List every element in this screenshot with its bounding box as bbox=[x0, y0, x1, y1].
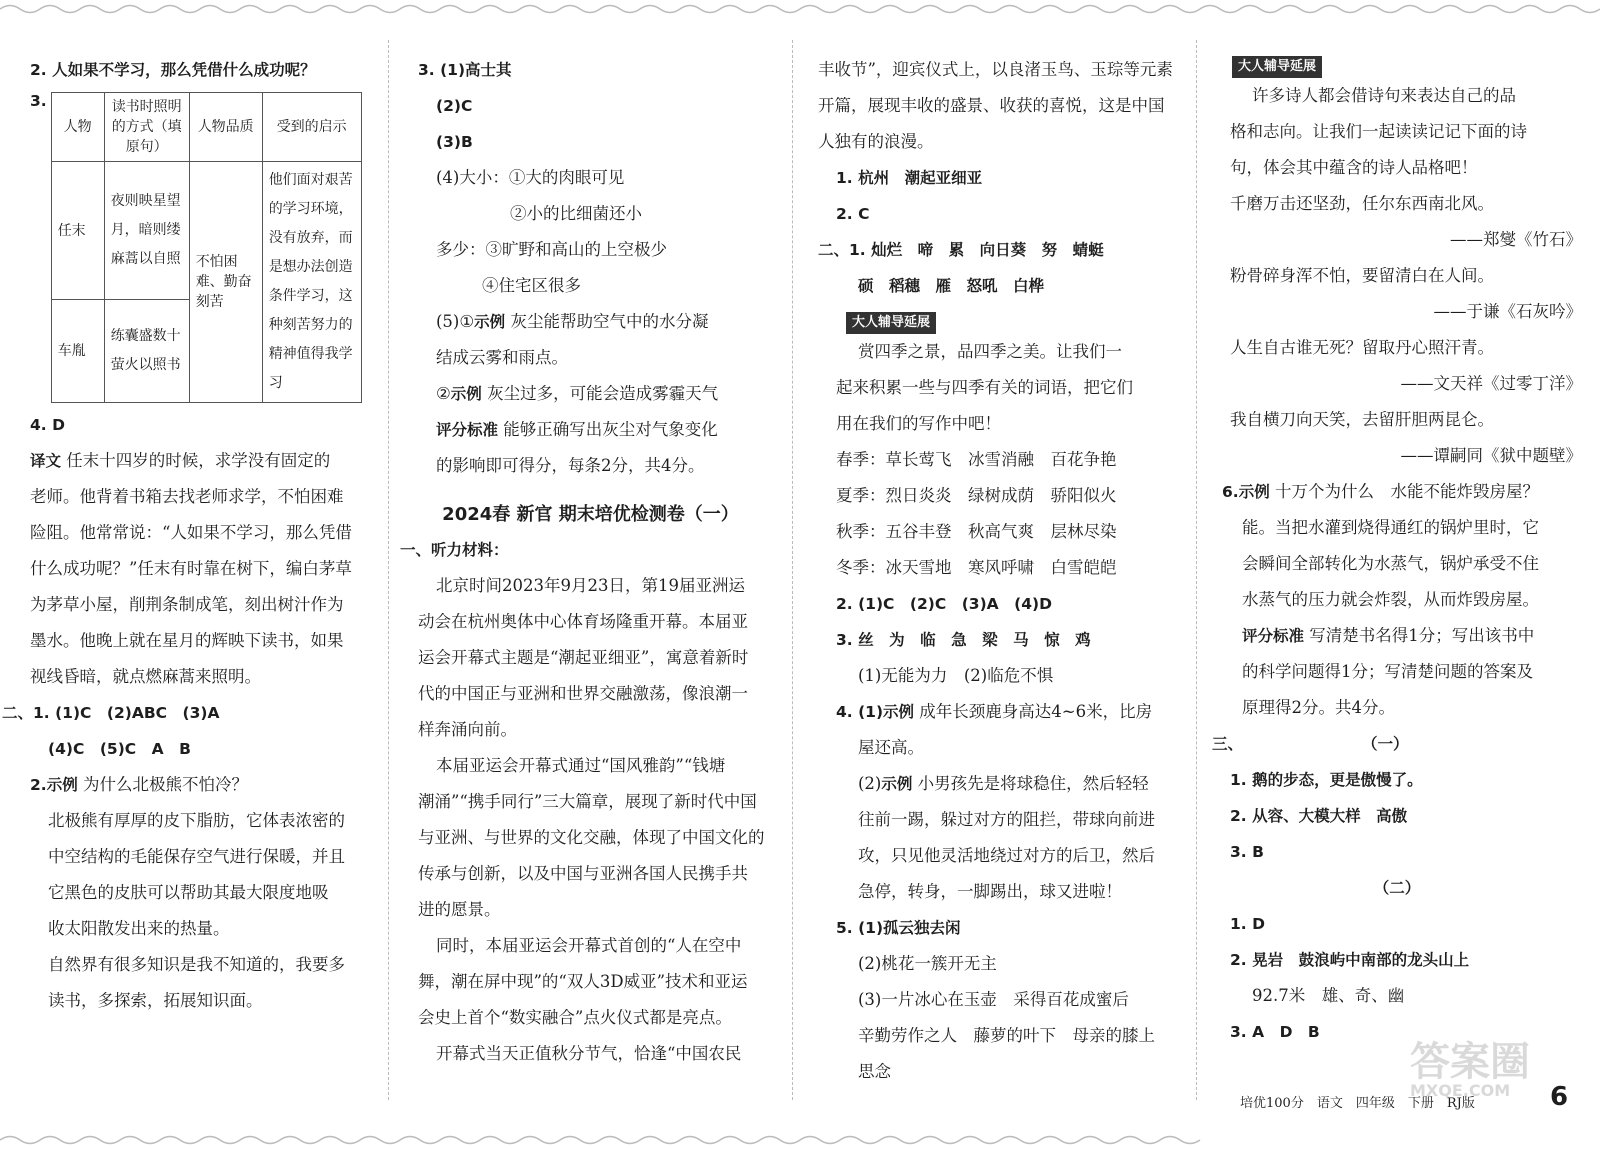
question-3: 3. 丝 为 临 急 梁 马 惊 鸡 bbox=[836, 631, 1091, 649]
listening-line: 开幕式当天正值秋分节气，恰逢“中国农民 bbox=[436, 1044, 742, 1063]
answer-line: 中空结构的毛能保存空气进行保暖，并且 bbox=[48, 847, 345, 866]
bottom-wave-border bbox=[0, 1131, 1600, 1149]
table-cell-method: 夜则映星望月，暗则缕麻蒿以自照 bbox=[104, 162, 189, 300]
season-words: 秋季：五谷丰登 秋高气爽 层林尽染 bbox=[836, 522, 1117, 541]
table-header: 人物品质 bbox=[189, 93, 262, 162]
listening-line: 运会开幕式主题是“潮起亚细亚”，寓意着新时 bbox=[418, 648, 749, 667]
page-number: 6 bbox=[1550, 1082, 1569, 1112]
question-4-cont: 屋还高。 bbox=[858, 738, 924, 757]
poem-source: ——谭嗣同《狱中题壁》 bbox=[1400, 446, 1582, 465]
extension-intro: 用在我们的写作中吧！ bbox=[836, 414, 1001, 433]
question-3-3: (3)B bbox=[436, 133, 473, 151]
season-words: 冬季：冰天雪地 寒风呼啸 白雪皑皑 bbox=[836, 558, 1117, 577]
question-5-cont: (3)一片冰心在玉壶 采得百花成蜜后 bbox=[858, 990, 1129, 1009]
extension-intro: 起来积累一些与四季有关的词语，把它们 bbox=[836, 378, 1133, 397]
question-3-2: (2)C bbox=[436, 97, 473, 115]
table-cell-lesson: 他们面对艰苦的学习环境，没有放弃，而是想办法创造条件学习，这种刻苦努力的精神值得我学习 bbox=[262, 162, 361, 403]
question-4: 4. (1)示例 成年长颈鹿身高达4~6米，比房 bbox=[836, 702, 1153, 721]
listening-line: 北京时间2023年9月23日，第19届亚洲运 bbox=[436, 576, 745, 595]
question-3-number: 3. bbox=[30, 92, 47, 110]
extension-intro: 赏四季之景，品四季之美。让我们一 bbox=[858, 342, 1122, 361]
part-1-question-2: 2. 从容、大模大样 高傲 bbox=[1230, 807, 1408, 825]
listening-cont-line: 人独有的浪漫。 bbox=[818, 132, 934, 151]
poem-line: 粉骨碎身浑不怕，要留清白在人间。 bbox=[1230, 266, 1494, 285]
part-1-question-1: 1. 鹅的步态，更是傲慢了。 bbox=[1230, 771, 1423, 789]
listening-line: 会史上首个“数实融合”点火仪式都是亮点。 bbox=[418, 1008, 732, 1027]
listening-line: 舞，潮在屏中现”的“双人3D威亚”技术和亚运 bbox=[418, 972, 748, 991]
column-3 bbox=[818, 52, 1183, 1090]
question-2: 2. C bbox=[836, 205, 870, 223]
question-3-5b: ②示例 灰尘过多，可能会造成雾霾天气 bbox=[436, 384, 719, 403]
part-2-question-1: 1. D bbox=[1230, 915, 1265, 933]
question-5-cont: (2)桃花一簇开无主 bbox=[858, 954, 997, 973]
translation-line: 墨水。他晚上就在星月的辉映下读书，如果 bbox=[30, 631, 344, 650]
column-divider bbox=[388, 40, 389, 1100]
extension-intro: 许多诗人都会借诗句来表达自己的品 bbox=[1252, 86, 1516, 105]
listening-line: 动会在杭州奥体中心体育场隆重开幕。本届亚 bbox=[418, 612, 748, 631]
question-4-2: (2)示例 小男孩先是将球稳住，然后轻轻 bbox=[858, 774, 1149, 793]
listening-line: 进的愿景。 bbox=[418, 900, 501, 919]
section-2-question-1-cont: 硕 稻穗 雁 怒吼 白桦 bbox=[858, 277, 1045, 295]
translation-line: 译文 任末十四岁的时候，求学没有固定的 bbox=[30, 451, 331, 470]
table-cell-person: 任末 bbox=[51, 162, 104, 300]
page-footer: 培优100分 语文 四年级 下册 RJ版 bbox=[1240, 1096, 1475, 1111]
question-6-cont: 能。当把水灌到烧得通红的锅炉里时，它 bbox=[1242, 518, 1539, 537]
watermark-logo: 答案圈 MXQE.COM bbox=[1410, 1039, 1530, 1100]
section-3-heading: 三、 （一） bbox=[1212, 726, 1582, 762]
translation-line: 老师。他背着书箱去找老师求学，不怕困难 bbox=[30, 487, 344, 506]
question-3-cont: (1)无能为力 (2)临危不惧 bbox=[858, 666, 1054, 685]
listening-line: 样奔涌向前。 bbox=[418, 720, 517, 739]
listening-cont-line: 开篇，展现丰收的盛景、收获的喜悦，这是中国 bbox=[818, 96, 1165, 115]
extension-intro: 句，体会其中蕴含的诗人品格吧！ bbox=[1230, 158, 1478, 177]
part-2-heading: （二） bbox=[1373, 879, 1421, 897]
table-header: 受到的启示 bbox=[262, 93, 361, 162]
part-2-question-3: 3. A D B bbox=[1230, 1023, 1320, 1041]
part-2-question-2: 2. 晃岩 鼓浪屿中南部的龙头山上 bbox=[1230, 951, 1470, 969]
answer-line: 北极熊有厚厚的皮下脂肪，它体表浓密的 bbox=[48, 811, 345, 830]
question-2: 2. 人如果不学习，那么凭借什么成功呢？ bbox=[30, 61, 316, 79]
answer-table bbox=[51, 92, 362, 403]
listening-line: 本届亚运会开幕式通过“国风雅韵”“钱塘 bbox=[436, 756, 726, 775]
translation-line: 视线昏暗，就点燃麻蒿来照明。 bbox=[30, 667, 261, 686]
table-cell-quality: 不怕困难、勤奋刻苦 bbox=[189, 162, 262, 403]
score-standard: 评分标准 写清楚书名得1分；写出该书中 bbox=[1242, 626, 1535, 645]
poem-line: 千磨万击还坚劲，任尔东西南北风。 bbox=[1230, 194, 1494, 213]
question-5-cont: 思念 bbox=[858, 1062, 891, 1081]
score-standard-cont: 的影响即可得分，每条2分，共4分。 bbox=[436, 456, 705, 475]
answer-line: 读书，多探索，拓展知识面。 bbox=[48, 991, 263, 1010]
translation-line: 为茅草小屋，削荆条制成笔，刻出树汁作为 bbox=[30, 595, 344, 614]
poem-line: 人生自古谁无死？留取丹心照汗青。 bbox=[1230, 338, 1494, 357]
season-words: 夏季：烈日炎炎 绿树成荫 骄阳似火 bbox=[836, 486, 1117, 505]
translation-line: 险阻。他常常说：“人如果不学习，那么凭借 bbox=[30, 523, 352, 542]
part-1-question-3: 3. B bbox=[1230, 843, 1264, 861]
table-header: 读书时照明的方式（填原句） bbox=[104, 93, 189, 162]
top-wave-border bbox=[0, 0, 1600, 18]
translation-label: 译文 bbox=[30, 452, 62, 470]
column-4 bbox=[1212, 52, 1582, 1050]
answer-line: 自然界有很多知识是我不知道的，我要多 bbox=[48, 955, 345, 974]
poem-source: ——文天祥《过零丁洋》 bbox=[1400, 374, 1582, 393]
question-3-5a-cont: 结成云雾和雨点。 bbox=[436, 348, 568, 367]
question-6-cont: 水蒸气的压力就会炸裂，从而炸毁房屋。 bbox=[1242, 590, 1539, 609]
answer-line: 收太阳散发出来的热量。 bbox=[48, 919, 230, 938]
tutor-extension-tag: 大人辅导延展 bbox=[1232, 56, 1322, 78]
listening-line: 同时，本届亚运会开幕式首创的“人在空中 bbox=[436, 936, 742, 955]
score-standard-cont: 的科学问题得1分；写清楚问题的答案及 bbox=[1242, 662, 1533, 681]
poem-source: ——郑燮《竹石》 bbox=[1450, 230, 1582, 249]
part-1-heading: （一） bbox=[1362, 735, 1409, 753]
score-standard-cont: 原理得2分。共4分。 bbox=[1242, 698, 1395, 717]
column-2 bbox=[400, 52, 765, 1072]
question-4-2-cont: 攻，只见他灵活地绕过对方的后卫，然后 bbox=[858, 846, 1155, 865]
section-2-question-1: 二、1. (1)C (2)ABC (3)A bbox=[2, 704, 220, 722]
question-3-4c: 多少：③旷野和高山的上空极少 bbox=[436, 240, 667, 259]
column-divider bbox=[1196, 40, 1197, 1100]
question-4-2-cont: 往前一踢，躲过对方的阻拦，带球向前进 bbox=[858, 810, 1155, 829]
score-standard: 评分标准 能够正确写出灰尘对气象变化 bbox=[436, 420, 718, 439]
listening-line: 代的中国正与亚洲和世界交融激荡，像浪潮一 bbox=[418, 684, 748, 703]
listening-heading: 一、听力材料： bbox=[400, 541, 509, 559]
question-2b: 2. (1)C (2)C (3)A (4)D bbox=[836, 595, 1052, 613]
question-3-4a: (4)大小：①大的肉眼可见 bbox=[436, 168, 625, 187]
listening-line: 与亚洲、与世界的文化交融，体现了中国文化的 bbox=[418, 828, 765, 847]
listening-line: 潮涌”“携手同行”三大篇章，展现了新时代中国 bbox=[418, 792, 757, 811]
column-divider bbox=[792, 40, 793, 1100]
table-header: 人物 bbox=[51, 93, 104, 162]
table-cell-method: 练囊盛数十萤火以照书 bbox=[104, 300, 189, 403]
question-3-4d: ④住宅区很多 bbox=[482, 276, 581, 295]
section-2-question-2: 2.示例 为什么北极熊不怕冷？ bbox=[30, 775, 248, 794]
extension-intro: 格和志向。让我们一起读读记记下面的诗 bbox=[1230, 122, 1527, 141]
tutor-extension-tag: 大人辅导延展 bbox=[846, 312, 936, 334]
poem-line: 我自横刀向天笑，去留肝胆两昆仑。 bbox=[1230, 410, 1494, 429]
column-1 bbox=[2, 52, 370, 1019]
question-5: 5. (1)孤云独去闲 bbox=[836, 919, 961, 937]
question-1: 1. 杭州 潮起亚细亚 bbox=[836, 169, 983, 187]
section-2-question-1: 二、1. 灿烂 啼 累 向日葵 努 蜻蜓 bbox=[818, 241, 1104, 259]
question-4-2-cont: 急停，转身，一脚踢出，球又进啦！ bbox=[858, 882, 1122, 901]
season-words: 春季：草长莺飞 冰雪消融 百花争艳 bbox=[836, 450, 1117, 469]
question-6: 6.示例 十万个为什么 水能不能炸毁房屋？ bbox=[1222, 482, 1539, 501]
question-5-cont: 辛勤劳作之人 藤萝的叶下 母亲的膝上 bbox=[858, 1026, 1155, 1045]
question-6-cont: 会瞬间全部转化为水蒸气，锅炉承受不住 bbox=[1242, 554, 1539, 573]
question-3-4b: ②小的比细菌还小 bbox=[510, 204, 642, 223]
table-cell-person: 车胤 bbox=[51, 300, 104, 403]
exam-title: 2024春 新官 期末培优检测卷（一） bbox=[442, 504, 739, 525]
section-2-question-1-cont: (4)C (5)C A B bbox=[48, 740, 191, 758]
question-3-1: 3. (1)高士其 bbox=[418, 61, 512, 79]
question-4: 4. D bbox=[30, 416, 65, 434]
listening-cont-line: 丰收节”，迎宾仪式上，以良渚玉鸟、玉琮等元素 bbox=[818, 60, 1173, 79]
listening-line: 传承与创新，以及中国与亚洲各国人民携手共 bbox=[418, 864, 748, 883]
part-2-question-2-cont: 92.7米 雄、奇、幽 bbox=[1252, 986, 1405, 1005]
translation-line: 什么成功呢？”任末有时靠在树下，编白茅草 bbox=[30, 559, 352, 578]
poem-source: ——于谦《石灰吟》 bbox=[1433, 302, 1582, 321]
question-3-5a: (5)①示例 灰尘能帮助空气中的水分凝 bbox=[436, 312, 709, 331]
answer-line: 它黑色的皮肤可以帮助其最大限度地吸 bbox=[48, 883, 329, 902]
